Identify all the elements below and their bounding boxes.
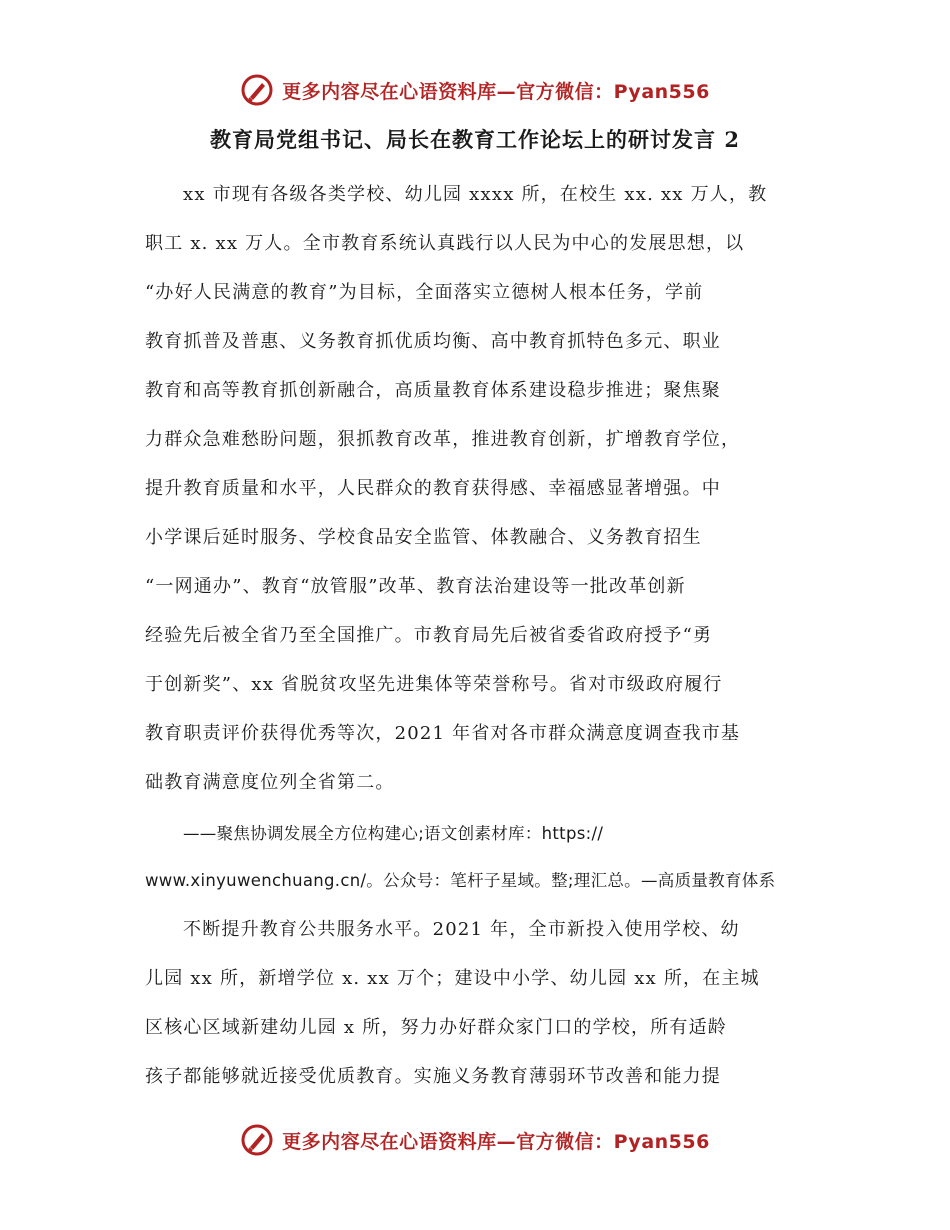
paragraph-line: “一网通办”、教育“放管服”改革、教育法治建设等一批改革创新	[145, 576, 686, 597]
document-title: 教育局党组书记、局长在教育工作论坛上的研讨发言 2	[210, 127, 740, 152]
footer-banner-text: 更多内容尽在心语资料库—官方微信：Pyan556	[282, 1130, 710, 1153]
header-banner-text: 更多内容尽在心语资料库—官方微信：Pyan556	[282, 80, 710, 103]
paragraph-line: 教育和高等教育抓创新融合，高质量教育体系建设稳步推进；聚焦聚	[145, 380, 721, 401]
paragraph-line: 教育职责评价获得优秀等次，2021 年省对各市群众满意度调查我市基	[145, 723, 741, 744]
paragraph-line: 儿园 xx 所，新增学位 x. xx 万个；建设中小学、幼儿园 xx 所，在主城	[145, 968, 760, 989]
paragraph-line: 础教育满意度位列全省第二。	[145, 772, 395, 793]
paragraph-line: 经验先后被全省乃至全国推广。市教育局先后被省委省政府授予“勇	[145, 625, 713, 646]
section-heading-line: www.xinyuwenchuang.cn/。公众号：笔杆子星域。整;理汇总。—高质量教育体系	[145, 871, 776, 890]
pen-stamp-icon	[240, 1123, 274, 1157]
paragraph-line: 不断提升教育公共服务水平。2021 年，全市新投入使用学校、幼	[183, 919, 740, 940]
paragraph-line: 小学课后延时服务、学校食品安全监管、体教融合、义务教育招生	[145, 527, 702, 548]
pen-stamp-icon	[240, 73, 274, 107]
paragraph-line: 区核心区域新建幼儿园 x 所，努力办好群众家门口的学校，所有适龄	[145, 1017, 727, 1038]
paragraph-line: 孩子都能够就近接受优质教育。实施义务教育薄弱环节改善和能力提	[145, 1066, 721, 1087]
paragraph-public-service	[145, 905, 805, 1101]
paragraph-overview	[145, 170, 805, 807]
section-heading	[145, 810, 805, 904]
paragraph-line: 于创新奖”、xx 省脱贫攻坚先进集体等荣誉称号。省对市级政府履行	[145, 674, 723, 695]
paragraph-line: “办好人民满意的教育”为目标，全面落实立德树人根本任务，学前	[145, 282, 704, 303]
footer-banner	[0, 1120, 950, 1160]
paragraph-line: 职工 x. xx 万人。全市教育系统认真践行以人民为中心的发展思想，以	[145, 233, 745, 254]
header-banner	[0, 70, 950, 110]
paragraph-line: xx 市现有各级各类学校、幼儿园 xxxx 所，在校生 xx. xx 万人，教	[183, 184, 768, 205]
paragraph-line: 力群众急难愁盼问题，狠抓教育改革，推进教育创新，扩增教育学位，	[145, 429, 741, 450]
paragraph-line: 提升教育质量和水平，人民群众的教育获得感、幸福感显著增强。中	[145, 478, 721, 499]
paragraph-line: 教育抓普及普惠、义务教育抓优质均衡、高中教育抓特色多元、职业	[145, 331, 721, 352]
section-heading-line: ——聚焦协调发展全方位构建心;语文创素材库：https://	[183, 824, 604, 843]
